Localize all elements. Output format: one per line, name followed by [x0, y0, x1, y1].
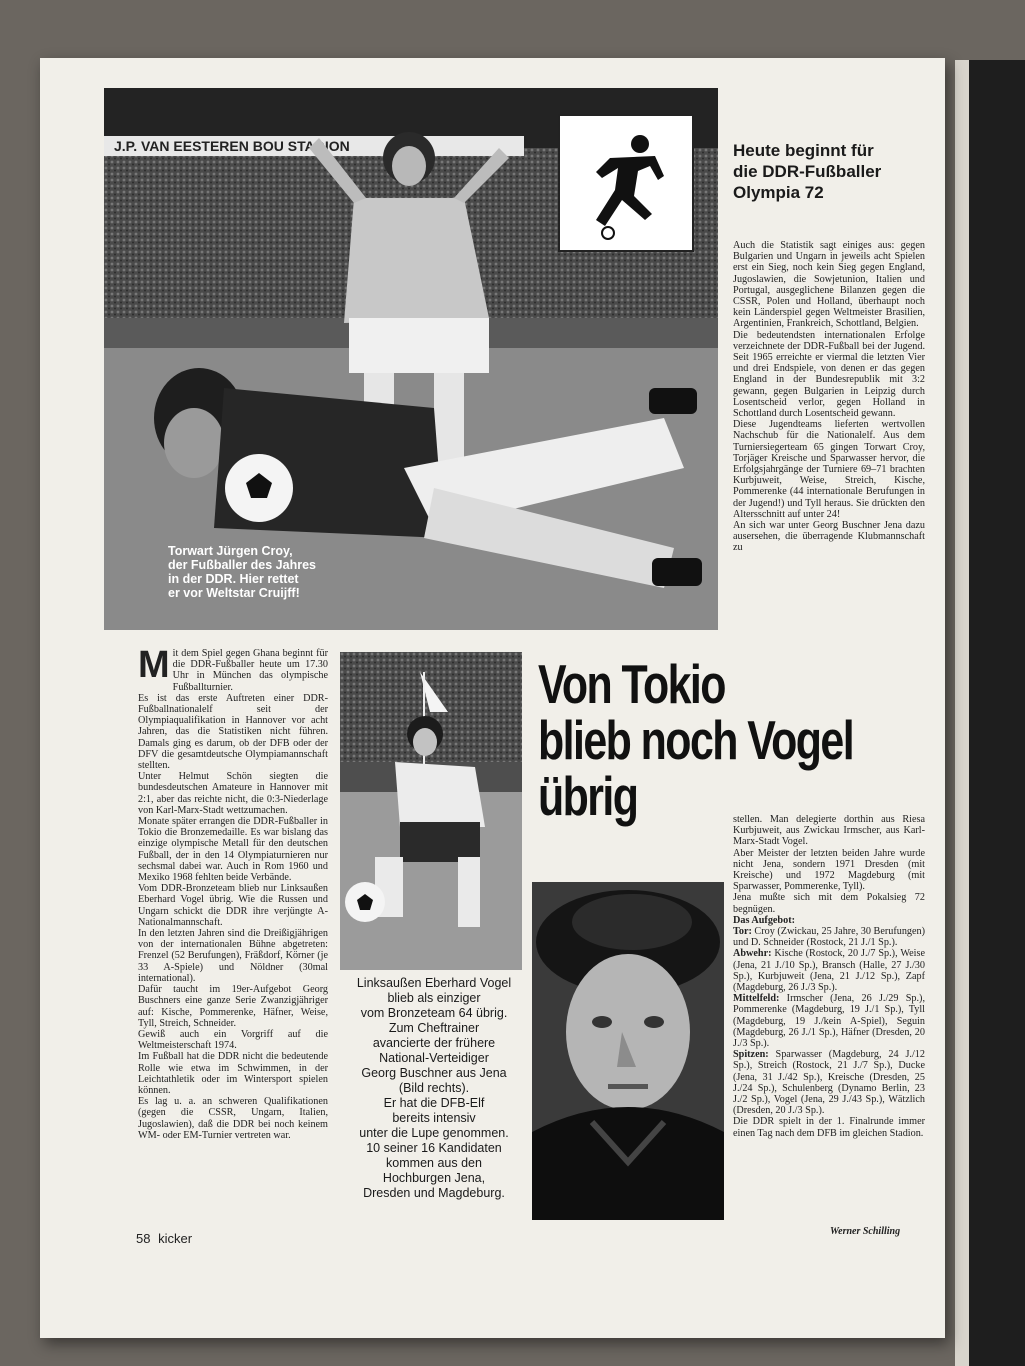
caption-line: blieb als einziger	[387, 991, 481, 1005]
buschner-photo	[532, 882, 724, 1220]
pictogram-graphic	[560, 116, 692, 250]
caption-line: vom Bronzeteam 64 übrig.	[360, 1006, 508, 1020]
caption-line: Er hat die DFB-Elf	[383, 1096, 485, 1110]
adjacent-page-edge	[955, 60, 969, 1366]
author-signature: Werner Schilling	[830, 1226, 901, 1237]
headline-line: Von Tokio	[538, 653, 725, 715]
squad-label: Mittelfeld:	[733, 993, 780, 1005]
caption-line: Hochburgen Jena,	[382, 1171, 486, 1185]
paragraph: Die bedeutendsten internationalen Erfolge verzeichnete der DDR-Fußball bei der Jugend. Seit 1965 erreichte er viermal die letzten Vier und drei Endspiele, von denen er das gegen England in der Bundesrepublik mit 3:2 gewann, gegen Bulgarien in Leipzig durch Losentscheid verlor, gegen Holland in Schottland durch Losentscheid gewann.	[733, 329, 925, 420]
squad-forwards	[733, 1049, 925, 1116]
right-column-top	[733, 240, 925, 554]
page-number: 58	[136, 1231, 151, 1246]
kicker-line: die DDR-Fußballer	[733, 162, 882, 181]
caption-line: National-Verteidiger	[379, 1051, 489, 1065]
lead-paragraph	[138, 644, 328, 693]
paragraph: Vom DDR-Bronzeteam blieb nur Linksaußen Eberhard Vogel übrig. Wie die Russen und Ungarn schickt die DDR ihre verjüngte A-Nationalmannschaft.	[138, 883, 328, 928]
caption-line: (Bild rechts).	[398, 1081, 470, 1095]
buschner-photo-graphic	[532, 882, 724, 1220]
paragraph: Dafür taucht im 19er-Aufgebot Georg Buschners eine ganze Serie Zwanzigjähriger auf: Kische, Pommerenke, Häfner, Weise, Tyll, Streich, Schneider.	[138, 984, 328, 1029]
dropcap: M	[138, 644, 170, 686]
main-headline	[538, 653, 854, 827]
aufgebot-title: Das Aufgebot:	[733, 914, 795, 926]
squad-text: Kische (Rostock, 20 J./7 Sp.), Weise (Jena, 21 J./10 Sp.), Bransch (Halle, 27 J./30 Sp.), Kurbjuweit (Jena, 21 J./12 Sp.), Zapf (Magdeburg, 26 J./3 Sp.).	[733, 948, 926, 994]
paragraph: Monate später errangen die DDR-Fußballer in Tokio die Bronzemedaille. Es war bislang das einzige olympische Metall für den deutschen Fußball, der in den 14 Olympiaturnieren nur sechsmal dabei war. Auch in Rom 1960 und Mexiko 1968 fehlten beide Verbände.	[138, 816, 328, 884]
caption-line: er vor Weltstar Cruijff!	[168, 586, 300, 600]
squad-goalkeepers	[733, 926, 925, 948]
caption-line: Zum Cheftrainer	[388, 1021, 480, 1035]
paragraph: stellen. Man delegierte dorthin aus Riesa Kurbjuweit, aus Zwickau Irmscher, aus Karl-Marx-Stadt Vogel.	[733, 814, 925, 848]
squad-label: Spitzen:	[733, 1049, 769, 1061]
paragraph: In den letzten Jahren sind die Dreißigjährigen von der internationalen Bühne abgetreten: Frenzel (52 Berufungen), Fräßdorf, Körner (je 33 A-Spiele) und Nöldner (30mal international).	[138, 928, 328, 984]
squad-label: Abwehr:	[733, 948, 772, 960]
caption-line: Torwart Jürgen Croy,	[168, 544, 293, 558]
paragraph: Auch die Statistik sagt einiges aus: gegen Bulgarien und Ungarn in jeweils acht Spielen erst ein Sieg, noch kein Sieg gegen England, Jugoslawien, die Sowjetunion, Italien und Portugal, ausgeglichene Bilanzen gegen die CSSR, Polen und Holland, überhaupt noch kein Länderspiel gegen Weltmeister Brasilien, Argentinien, Frankreich, Schottland, Belgien.	[733, 240, 925, 330]
magazine-page	[40, 58, 945, 1338]
paragraph: Jena mußte sich mit dem Pokalsieg 72 begnügen.	[733, 892, 925, 915]
caption-line: avancierte der frühere	[372, 1036, 496, 1050]
caption-line: Georg Buschner aus Jena	[361, 1066, 507, 1080]
kicker-line: Heute beginnt für	[733, 141, 874, 160]
headline-line: blieb noch Vogel	[538, 709, 854, 771]
adjacent-page	[955, 60, 1025, 1366]
right-column-bottom	[733, 814, 925, 1139]
kicker-headline	[733, 140, 933, 203]
paragraph: Unter Helmut Schön siegten die bundesdeutschen Amateure in Hannover mit 2:1, aber das reichte nicht, die 0:3-Niederlage von Karl-Marx-Stadt wettzumachen.	[138, 771, 328, 816]
caption-line: bereits intensiv	[392, 1111, 476, 1125]
paragraph: Aber Meister der letzten beiden Jahre wurde nicht Jena, sondern 1971 Dresden (mit Kreische) und 1972 Magdeburg (mit Sparwasser, Pommerenke, Tyll).	[733, 847, 925, 893]
caption-line: kommen aus den	[386, 1156, 482, 1170]
page-footer	[136, 1231, 192, 1246]
caption-line: in der DDR. Hier rettet	[168, 572, 299, 586]
paragraph: An sich war unter Georg Buschner Jena dazu ausersehen, die überragende Klubmannschaft zu	[733, 520, 925, 554]
closing-paragraph: Die DDR spielt in der 1. Finalrunde immer einen Tag nach dem DFB im gleichen Stadion.	[733, 1116, 925, 1139]
top-photo-caption	[168, 544, 316, 600]
caption-line: unter die Lupe genommen.	[359, 1126, 509, 1140]
caption-line: Dresden und Magdeburg.	[363, 1186, 505, 1200]
vogel-photo-graphic	[340, 652, 522, 970]
kicker-line: Olympia 72	[733, 183, 824, 202]
squad-text: Irmscher (Jena, 26 J./29 Sp.), Pommerenke (Magdeburg, 19 J./1 Sp.), Tyll (Magdeburg, 19 J./kein A-Spiel), Seguin (Magdeburg, 26 J./1 Sp.), Häfner (Dresden, 20 J./3 Sp.).	[733, 993, 925, 1050]
footballer-pictogram-icon	[558, 114, 694, 252]
stadium-banner: J.P. VAN EESTEREN BOU STADION	[114, 138, 350, 154]
squad-text: Sparwasser (Magdeburg, 24 J./12 Sp.), Streich (Rostock, 21 J./7 Sp.), Ducke (Jena, 31 J./42 Sp.), Kreische (Dresden, 25 J./24 Sp.), Schulenberg (Dynamo Berlin, 23 J./2 Sp.), Vogel (Jena, 29 J./43 Sp.), Wätzlich (Dresden, 20 J./3 Sp.).	[733, 1049, 925, 1117]
squad-text: Croy (Zwickau, 25 Jahre, 30 Berufungen) und D. Schneider (Rostock, 21 J./1 Sp.).	[733, 926, 926, 949]
squad-defenders	[733, 948, 925, 993]
magazine-name: kicker	[158, 1231, 193, 1246]
squad-midfielders	[733, 993, 925, 1049]
headline-line: übrig	[538, 765, 638, 827]
paragraph: Gewiß auch ein Vorgriff auf die Weltmeisterschaft 1974.	[138, 1028, 328, 1052]
vogel-caption	[336, 976, 532, 1201]
caption-line: 10 seiner 16 Kandidaten	[366, 1141, 502, 1155]
paragraph: Im Fußball hat die DDR nicht die bedeutende Rolle wie etwa im Schwimmen, in der Leichtathletik oder im Wintersport spielen können.	[138, 1051, 328, 1096]
caption-line: der Fußballer des Jahres	[168, 558, 316, 572]
paragraph: Diese Jugendteams lieferten wertvollen Nachschub für die Nationalelf. Aus dem Turniersiegerteam 65 gingen Torwart Croy, Torjäger Kreische und Sparwasser hervor, die Erfolgsjahrgänge der Turniere 69–71 brachten Kurbjuweit, Weise, Streich, Kische, Pommerenke (44 internationale Berufungen in der Jugend!) und Tyll heraus. Sie drückten den Altersschnitt auf unter 24!	[733, 419, 925, 520]
squad-label: Tor:	[733, 926, 752, 938]
paragraph: it dem Spiel gegen Ghana beginnt für die DDR-Fußballer heute um 17.30 Uhr in München das olympische Fußballturnier.	[172, 648, 328, 693]
caption-line: Linksaußen Eberhard Vogel	[356, 976, 512, 990]
vogel-photo	[340, 652, 522, 970]
left-column	[138, 644, 328, 1141]
paragraph: Es ist das erste Auftreten einer DDR-Fußballnationalelf seit der Olympiaqualifikation in Hannover vor acht Jahren, das die Statistiken nicht führen. Damals ging es darum, ob der DFB oder der DFV die gesamtdeutsche Olympiamannschaft stellten.	[138, 692, 328, 772]
paragraph: Es lag u. a. an schweren Qualifikationen (gegen die CSSR, Ungarn, Italien, Jugoslawien), daß die DDR bei noch keinem WM- oder EM-Turnier vertreten war.	[138, 1096, 328, 1141]
